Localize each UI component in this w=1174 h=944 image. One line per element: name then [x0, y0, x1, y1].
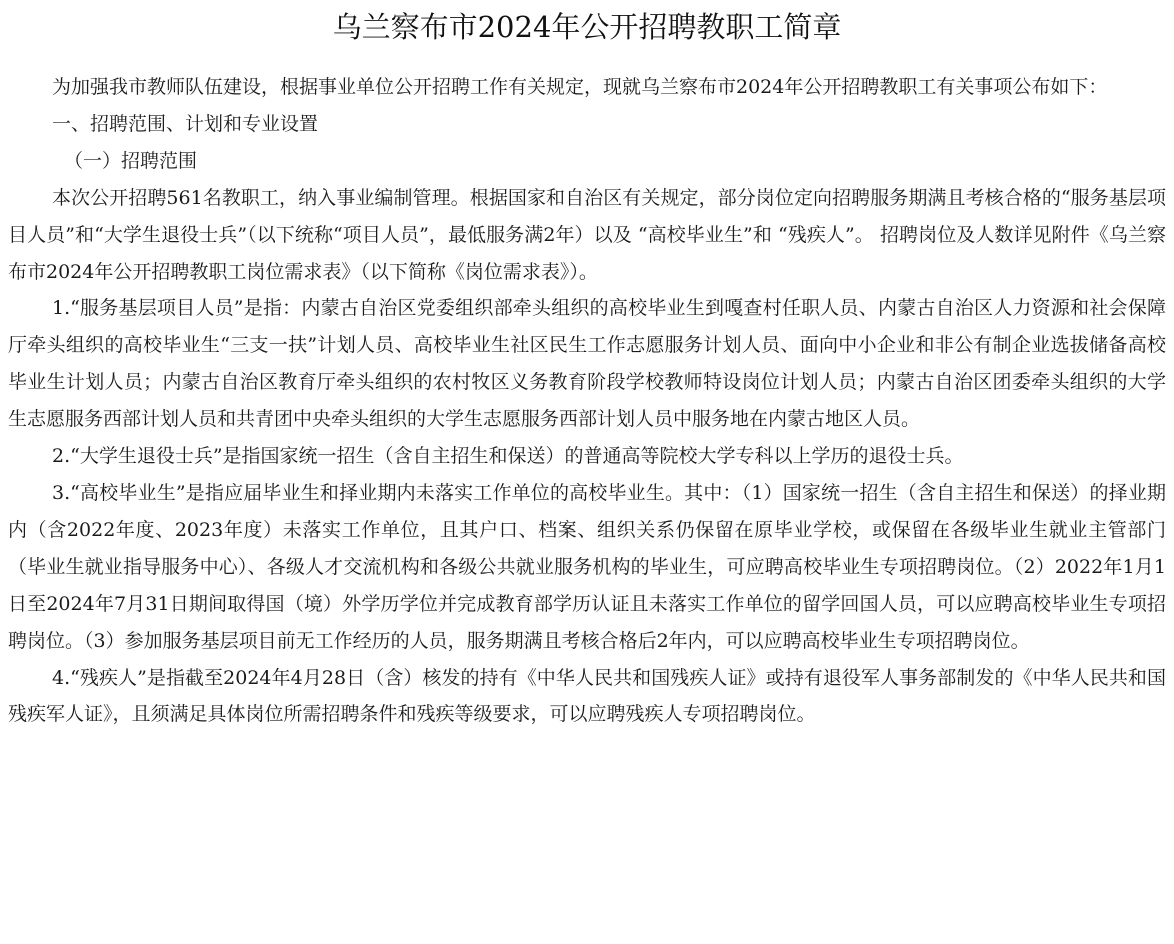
- body-paragraph-scope: 本次公开招聘561名教职工，纳入事业编制管理。根据国家和自治区有关规定，部分岗位定向招聘服务期满且考核合格的“服务基层项目人员”和“大学生退役士兵”（以下统称“项目人员”，最低服务满2年）以及 “高校毕业生”和 “残疾人”。 招聘岗位及人数详见附件《乌兰察布市2024年公开招聘教职工岗位需求表》（以下简称《岗位需求表》）。: [8, 186, 1166, 283]
- section-heading: 一、招聘范围、计划和专业设置: [52, 112, 319, 135]
- body-paragraph-veteran-students: 2.“大学生退役士兵”是指国家统一招生（含自主招生和保送）的普通高等院校大学专科以上学历的退役士兵。: [52, 445, 964, 468]
- document-title: 乌兰察布市2024年公开招聘教职工简章: [332, 10, 842, 44]
- subsection-heading: （一）招聘范围: [64, 149, 198, 172]
- document-page: [8, 0, 1166, 733]
- body-paragraph-disabled: 4.“残疾人”是指截至2024年4月28日（含）核发的持有《中华人民共和国残疾人证》或持有退役军人事务部制发的《中华人民共和国残疾军人证》，且须满足具体岗位所需招聘条件和残疾等级要求，可以应聘残疾人专项招聘岗位。: [8, 666, 1166, 726]
- intro-paragraph: 为加强我市教师队伍建设，根据事业单位公开招聘工作有关规定，现就乌兰察布市2024年公开招聘教职工有关事项公布如下：: [52, 76, 1108, 98]
- body-paragraph-grassroots-personnel: 1.“服务基层项目人员”是指：内蒙古自治区党委组织部牵头组织的高校毕业生到嘎查村任职人员、内蒙古自治区人力资源和社会保障厅牵头组织的高校毕业生“三支一扶”计划人员、高校毕业生社区民生工作志愿服务计划人员、面向中小企业和非公有制企业选拔储备高校毕业生计划人员；内蒙古自治区教育厅牵头组织的农村牧区义务教育阶段学校教师特设岗位计划人员；内蒙古自治区团委牵头组织的大学生志愿服务西部计划人员和共青团中央牵头组织的大学生志愿服务西部计划人员中服务地在内蒙古地区人员。: [8, 297, 1166, 431]
- body-paragraph-graduates: 3.“高校毕业生”是指应届毕业生和择业期内未落实工作单位的高校毕业生。其中：（1）国家统一招生（含自主招生和保送）的择业期内（含2022年度、2023年度）未落实工作单位，且其户口、档案、组织关系仍保留在原毕业学校，或保留在各级毕业生就业主管部门（毕业生就业指导服务中心）、各级人才交流机构和各级公共就业服务机构的毕业生，可应聘高校毕业生专项招聘岗位。（2）2022年1月1日至2024年7月31日期间取得国（境）外学历学位并完成教育部学历认证且未落实工作单位的留学回国人员，可以应聘高校毕业生专项招聘岗位。（3）参加服务基层项目前无工作经历的人员，服务期满且考核合格后2年内，可以应聘高校毕业生专项招聘岗位。: [8, 481, 1166, 652]
